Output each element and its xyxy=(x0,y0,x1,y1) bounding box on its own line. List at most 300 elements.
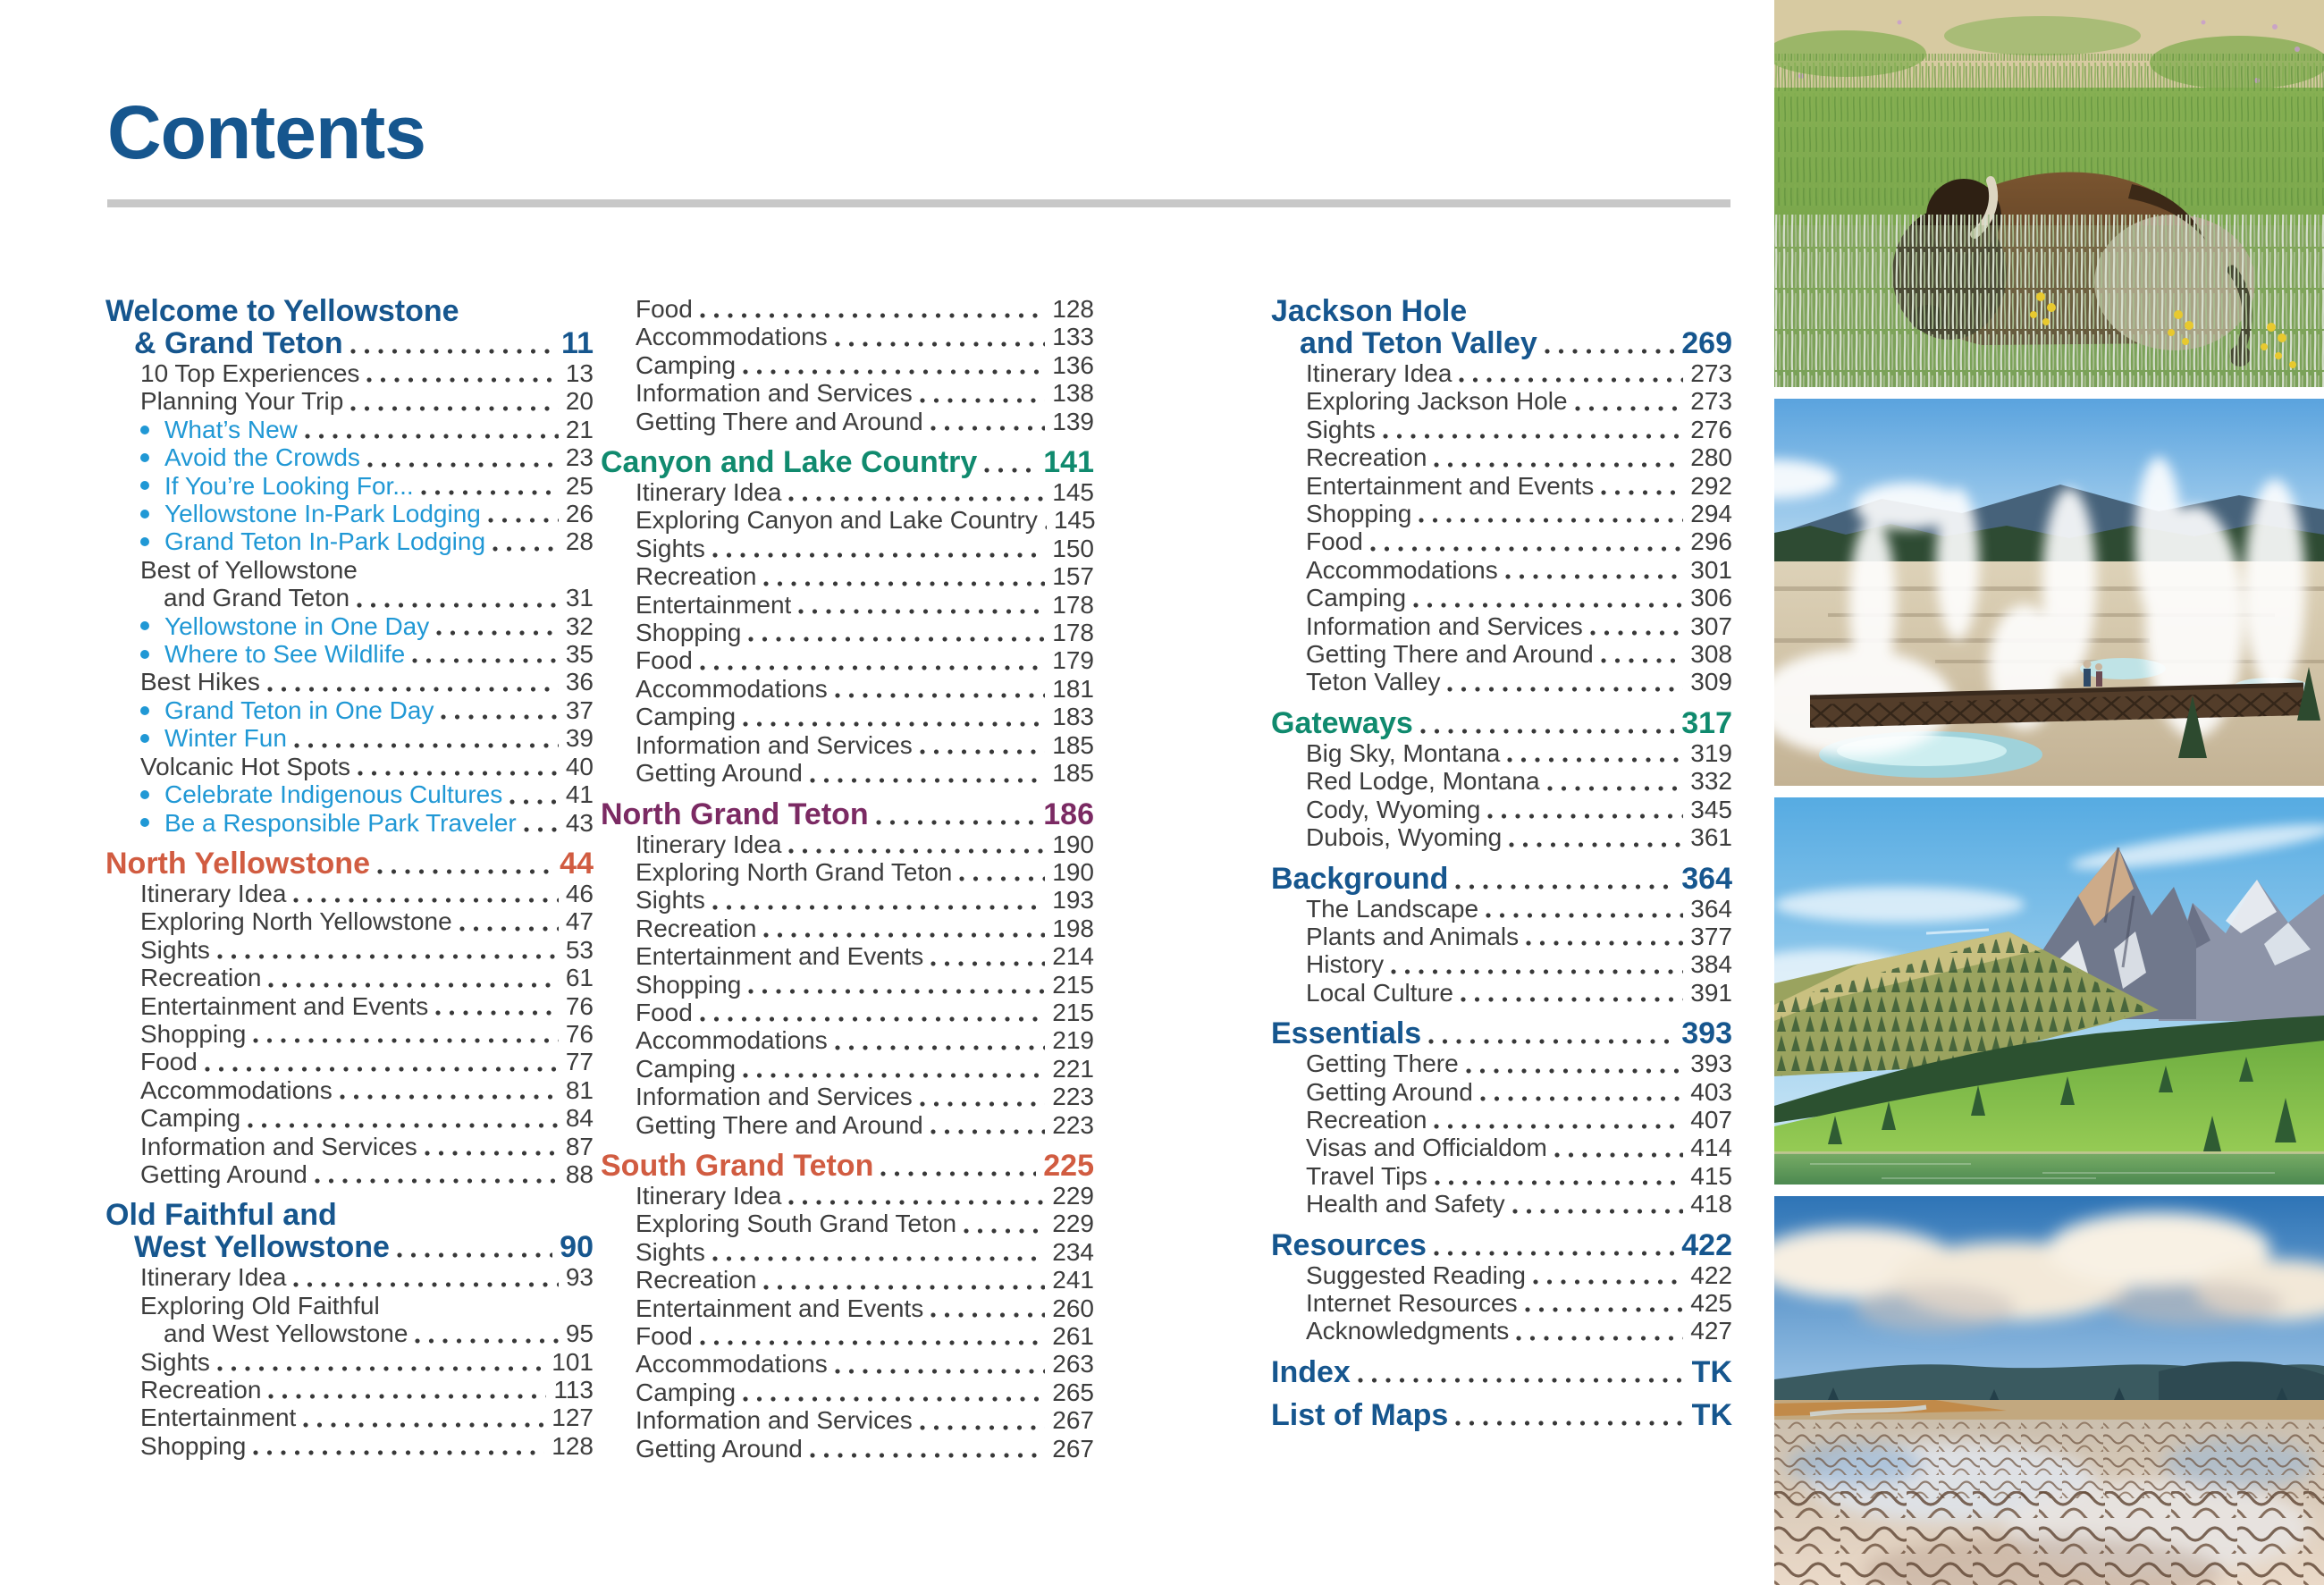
dot-leader xyxy=(481,500,566,527)
page-number: 185 xyxy=(1052,759,1094,788)
toc-entry-line xyxy=(105,556,594,584)
toc-entry-group xyxy=(1271,1261,1732,1345)
page-number: 76 xyxy=(565,1019,594,1048)
toc-entry-line xyxy=(601,675,1094,703)
entry-label: North Grand Teton xyxy=(601,797,869,831)
page-number: 301 xyxy=(1690,555,1732,584)
dot-leader xyxy=(1537,327,1681,359)
dot-leader xyxy=(693,1322,1052,1350)
toc-entry-line xyxy=(105,724,594,752)
dot-leader xyxy=(452,907,566,935)
page-number: 414 xyxy=(1690,1134,1732,1162)
entry-label: Itinerary Idea xyxy=(1306,359,1452,387)
entry-label: Canyon and Lake Country xyxy=(601,445,978,480)
dot-leader xyxy=(370,847,560,880)
entry-label: Entertainment and Events xyxy=(636,1294,924,1322)
dot-leader xyxy=(1518,1289,1691,1317)
page-number: 46 xyxy=(565,879,594,907)
bullet-icon xyxy=(140,510,149,518)
toc-entry-line xyxy=(601,971,1094,999)
page-number: 273 xyxy=(1690,387,1732,416)
entry-label: Sights xyxy=(636,534,705,562)
entry-label: Recreation xyxy=(636,914,757,942)
toc-entry-line xyxy=(601,478,1094,506)
dot-leader xyxy=(869,798,1044,830)
page-number: 393 xyxy=(1690,1050,1732,1078)
dot-leader xyxy=(693,295,1052,323)
entry-label: Recreation xyxy=(636,562,757,591)
entry-label: Food xyxy=(636,998,693,1026)
toc-entry-group xyxy=(105,880,594,1188)
page-number: 133 xyxy=(1052,323,1094,351)
toc-entry-line xyxy=(1271,823,1732,851)
toc-entry-line xyxy=(601,619,1094,646)
entry-label: Itinerary Idea xyxy=(636,830,782,858)
page-number: 391 xyxy=(1690,978,1732,1007)
toc-entry-line xyxy=(601,942,1094,970)
page-number: 190 xyxy=(1052,857,1094,886)
entry-label: Entertainment xyxy=(636,590,792,619)
entry-label: Accommodations xyxy=(636,1026,828,1055)
toc-entry-line xyxy=(601,731,1094,759)
entry-label: and West Yellowstone xyxy=(164,1319,408,1348)
dot-leader xyxy=(1519,923,1690,950)
entry-label: Yellowstone in One Day xyxy=(164,611,430,640)
page-number: 229 xyxy=(1052,1181,1094,1210)
toc-entry-line xyxy=(601,1055,1094,1083)
dot-leader xyxy=(1376,416,1690,443)
dot-leader xyxy=(913,731,1053,759)
page-number: 32 xyxy=(565,611,594,640)
toc-heading-line xyxy=(105,847,594,880)
toc-entry-line xyxy=(601,1350,1094,1378)
entry-label: Itinerary Idea xyxy=(140,1263,287,1292)
dot-leader xyxy=(1427,443,1690,471)
entry-label: Exploring South Grand Teton xyxy=(636,1210,957,1238)
page-number: 190 xyxy=(1052,830,1094,858)
toc-entry-line xyxy=(1271,796,1732,823)
dot-leader xyxy=(1498,556,1691,584)
toc-entry-group xyxy=(105,359,594,837)
dot-leader xyxy=(246,1432,552,1460)
toc-entry-line xyxy=(1271,527,1732,555)
toc-entry-line xyxy=(1271,979,1732,1007)
entry-label: If You’re Looking For... xyxy=(164,471,414,500)
toc-entry-line xyxy=(105,1432,594,1460)
page-number: 280 xyxy=(1690,443,1732,472)
toc-entry-line xyxy=(105,780,594,808)
toc-heading-line xyxy=(1271,1229,1732,1261)
entry-label: North Yellowstone xyxy=(105,846,370,881)
page-number: 309 xyxy=(1690,668,1732,696)
entry-label: Camping xyxy=(636,703,737,731)
toc-entry-line xyxy=(1271,668,1732,696)
dot-leader xyxy=(736,1055,1052,1083)
entry-label: What’s New xyxy=(164,415,298,443)
toc-entry-line xyxy=(601,295,1094,323)
dot-leader xyxy=(756,1266,1052,1294)
dot-leader xyxy=(781,1182,1052,1210)
entry-label: Accommodations xyxy=(1306,555,1498,584)
dot-leader xyxy=(1453,979,1690,1007)
dot-leader xyxy=(1526,1261,1690,1289)
entry-label: Volcanic Hot Spots xyxy=(140,752,351,780)
dot-leader xyxy=(1594,640,1691,668)
dot-leader xyxy=(803,759,1052,787)
entry-label: Shopping xyxy=(1306,500,1412,528)
toc-entry-group xyxy=(601,830,1094,1139)
entry-label: Gateways xyxy=(1271,705,1413,740)
toc-heading-line xyxy=(1271,327,1732,359)
page-number: 113 xyxy=(553,1376,594,1404)
page-number: 364 xyxy=(1681,861,1732,896)
page-number: 76 xyxy=(565,991,594,1020)
toc-entry-line xyxy=(105,1348,594,1376)
page-number: 183 xyxy=(1052,703,1094,731)
dot-leader xyxy=(1500,739,1690,767)
toc-entry-group xyxy=(1271,739,1732,852)
toc-entry-line xyxy=(1271,443,1732,471)
toc-entry-line xyxy=(1271,1106,1732,1134)
page-number: 138 xyxy=(1052,379,1094,408)
entry-label: Entertainment and Events xyxy=(1306,471,1595,500)
photo-bison xyxy=(1774,0,2324,387)
entry-label: Internet Resources xyxy=(1306,1288,1518,1317)
toc-entry-line xyxy=(105,500,594,527)
toc-entry-line xyxy=(105,584,594,611)
page-number: 223 xyxy=(1052,1083,1094,1111)
entry-label: Accommodations xyxy=(636,323,828,351)
dot-leader xyxy=(1351,1356,1692,1388)
page-number: 39 xyxy=(565,724,594,753)
photo-geyser-basin xyxy=(1774,399,2324,786)
entry-label: Local Culture xyxy=(1306,978,1453,1007)
page-number: 215 xyxy=(1052,970,1094,999)
dot-leader xyxy=(350,753,566,780)
page-number: 241 xyxy=(1052,1266,1094,1294)
entry-label: Camping xyxy=(636,1378,737,1406)
toc-entry-line xyxy=(1271,923,1732,950)
entry-label: Old Faithful and xyxy=(105,1198,337,1233)
dot-leader xyxy=(359,359,565,387)
page-number: 403 xyxy=(1690,1077,1732,1106)
title-divider-rule xyxy=(107,199,1730,207)
entry-label: Itinerary Idea xyxy=(636,1181,782,1210)
entry-label: Exploring Old Faithful xyxy=(140,1291,380,1319)
dot-leader xyxy=(1448,1399,1691,1431)
dot-leader xyxy=(260,668,566,696)
photo-teton-peaks xyxy=(1774,797,2324,1185)
page-number: 21 xyxy=(565,415,594,443)
dot-leader xyxy=(1363,527,1690,555)
dot-leader xyxy=(828,1350,1053,1378)
dot-leader xyxy=(923,1294,1052,1322)
toc-entry-line xyxy=(105,1020,594,1048)
toc-entry-line xyxy=(601,591,1094,619)
toc-entry-line xyxy=(601,408,1094,435)
entry-label: Recreation xyxy=(140,964,262,992)
toc-section-heading xyxy=(1271,1399,1732,1431)
bullet-icon xyxy=(140,790,149,799)
toc-entry-line xyxy=(1271,612,1732,640)
toc-entry-line xyxy=(601,1266,1094,1294)
toc-entry-line xyxy=(1271,640,1732,668)
toc-entry-line xyxy=(1271,387,1732,415)
dot-leader xyxy=(1594,472,1690,500)
entry-label: Entertainment xyxy=(140,1404,297,1432)
dot-leader xyxy=(1452,359,1690,387)
dot-leader xyxy=(956,1210,1052,1237)
page-number: 377 xyxy=(1690,922,1732,950)
dot-leader xyxy=(923,942,1052,970)
dot-leader xyxy=(1038,506,1054,534)
dot-leader xyxy=(240,1104,566,1132)
entry-label: Food xyxy=(140,1048,198,1076)
toc-entry-line xyxy=(601,1210,1094,1237)
entry-label: Camping xyxy=(636,1054,737,1083)
dot-leader xyxy=(417,1133,566,1160)
toc-entry-line xyxy=(105,964,594,991)
dot-leader xyxy=(1411,500,1690,527)
page-number: 90 xyxy=(560,1230,594,1265)
entry-label: and Grand Teton xyxy=(164,584,350,612)
entry-label: Recreation xyxy=(1306,1105,1427,1134)
dot-leader xyxy=(298,416,566,443)
dot-leader xyxy=(1427,1162,1690,1190)
toc-heading-line xyxy=(601,798,1094,830)
toc-entry-line xyxy=(601,915,1094,942)
entry-label: Getting Around xyxy=(1306,1077,1473,1106)
page-number: 41 xyxy=(565,780,594,809)
bullet-icon xyxy=(140,734,149,743)
page-number: 40 xyxy=(565,752,594,780)
page-number: 11 xyxy=(561,326,594,360)
toc-entry-line xyxy=(1271,556,1732,584)
dot-leader xyxy=(296,1404,552,1431)
toc-entry-group xyxy=(1271,895,1732,1007)
entry-label: Accommodations xyxy=(140,1075,333,1104)
toc-entry-line xyxy=(105,1160,594,1188)
toc-entry-line xyxy=(105,527,594,555)
toc-entry-line xyxy=(601,759,1094,787)
entry-label: Getting There and Around xyxy=(1306,640,1594,669)
toc-entry-line xyxy=(105,472,594,500)
toc-heading-line xyxy=(1271,1399,1732,1431)
dot-leader xyxy=(705,1238,1052,1266)
page-number: 296 xyxy=(1690,527,1732,556)
dot-leader xyxy=(736,1378,1052,1406)
page-number: 47 xyxy=(565,907,594,936)
page-number: 273 xyxy=(1690,359,1732,387)
page-number: 193 xyxy=(1052,886,1094,915)
toc-entry-line xyxy=(601,830,1094,858)
dot-leader xyxy=(828,1026,1053,1054)
toc-entry-line xyxy=(1271,1261,1732,1289)
toc-section-heading xyxy=(105,295,594,359)
dot-leader xyxy=(246,1020,566,1048)
dot-leader xyxy=(286,1263,565,1291)
page-number: 128 xyxy=(1052,295,1094,323)
toc-entry-line xyxy=(1271,1078,1732,1106)
page-number: 26 xyxy=(565,500,594,528)
toc-entry-group xyxy=(601,295,1094,435)
dot-leader xyxy=(1478,895,1690,923)
entry-label: Celebrate Indigenous Cultures xyxy=(164,780,503,809)
entry-label: Best of Yellowstone xyxy=(140,555,358,584)
entry-label: Camping xyxy=(140,1104,241,1133)
entry-label: Getting There xyxy=(1306,1050,1459,1078)
toc-entry-line xyxy=(601,1111,1094,1139)
toc-entry-line xyxy=(105,416,594,443)
entry-label: Health and Safety xyxy=(1306,1190,1505,1218)
toc-heading-line xyxy=(105,327,594,359)
entry-label: Big Sky, Montana xyxy=(1306,738,1501,767)
page-number: 361 xyxy=(1690,823,1732,852)
entry-label: West Yellowstone xyxy=(134,1230,390,1265)
page-number: 178 xyxy=(1052,590,1094,619)
toc-heading-line xyxy=(1271,863,1732,895)
entry-label: Essentials xyxy=(1271,1016,1422,1051)
page-number: 221 xyxy=(1052,1054,1094,1083)
page-number: 136 xyxy=(1052,350,1094,379)
dot-leader xyxy=(923,1111,1053,1139)
dot-leader xyxy=(952,858,1052,886)
page-number: 269 xyxy=(1681,326,1732,360)
dot-leader xyxy=(1473,1078,1690,1106)
page-title: Contents xyxy=(107,90,425,174)
dot-leader xyxy=(736,351,1052,379)
entry-label: 10 Top Experiences xyxy=(140,359,360,387)
page-number: 263 xyxy=(1052,1350,1094,1378)
page-number: 345 xyxy=(1690,795,1732,823)
page-number: 35 xyxy=(565,640,594,669)
dot-leader xyxy=(307,1160,566,1188)
toc-heading-line xyxy=(1271,1356,1732,1388)
dot-leader xyxy=(1413,707,1682,739)
dot-leader xyxy=(1448,863,1681,895)
dot-leader xyxy=(913,1083,1053,1110)
toc-entry-line xyxy=(1271,416,1732,443)
toc-entry-line xyxy=(601,1378,1094,1406)
dot-leader xyxy=(923,408,1053,435)
toc-entry-line xyxy=(601,562,1094,590)
page-number: 28 xyxy=(565,527,594,556)
entry-label: Sights xyxy=(140,935,210,964)
toc-entry-line xyxy=(601,1294,1094,1322)
page-number: 25 xyxy=(565,471,594,500)
dot-leader xyxy=(261,964,565,991)
toc-entry-line xyxy=(1271,1190,1732,1218)
toc-entry-line xyxy=(601,1083,1094,1110)
page-number: 384 xyxy=(1690,950,1732,979)
dot-leader xyxy=(1509,1317,1690,1345)
entry-label: Jackson Hole xyxy=(1271,294,1468,328)
dot-leader xyxy=(913,379,1053,407)
page-number: 139 xyxy=(1052,407,1094,435)
toc-section-heading xyxy=(105,1199,594,1263)
entry-label: Information and Services xyxy=(636,730,913,759)
page-number: 53 xyxy=(565,935,594,964)
entry-label: Food xyxy=(1306,527,1363,556)
entry-label: Recreation xyxy=(140,1376,262,1404)
toc-entry-line xyxy=(1271,1050,1732,1077)
entry-label: Entertainment and Events xyxy=(636,942,924,971)
dot-leader xyxy=(434,696,565,724)
entry-label: Food xyxy=(636,1322,693,1350)
page-number: 223 xyxy=(1052,1110,1094,1139)
toc-section-heading xyxy=(601,1150,1094,1182)
entry-label: Plants and Animals xyxy=(1306,922,1520,950)
page-number: 157 xyxy=(1052,562,1094,591)
page-number: 44 xyxy=(560,846,594,881)
toc-entry-line xyxy=(105,992,594,1020)
dot-leader xyxy=(429,612,566,640)
toc-entry-line xyxy=(105,612,594,640)
bullet-icon xyxy=(140,706,149,715)
entry-label: Getting There and Around xyxy=(636,407,923,435)
toc-entry-line xyxy=(105,753,594,780)
page-number: 198 xyxy=(1052,914,1094,942)
dot-leader xyxy=(517,809,566,837)
toc-entry-line xyxy=(1271,739,1732,767)
dot-leader xyxy=(333,1076,566,1104)
page-number: 261 xyxy=(1052,1322,1094,1350)
page-number: 13 xyxy=(565,359,594,387)
dot-leader xyxy=(261,1376,553,1404)
toc-entry-line xyxy=(105,907,594,935)
entry-label: Information and Services xyxy=(636,1406,913,1435)
page-number: 101 xyxy=(552,1347,594,1376)
page-number: 150 xyxy=(1052,534,1094,562)
entry-label: Sights xyxy=(140,1347,210,1376)
entry-label: Shopping xyxy=(140,1019,247,1048)
toc-entry-group xyxy=(601,478,1094,787)
page-number: 84 xyxy=(565,1104,594,1133)
toc-column-3 xyxy=(1271,295,1732,1431)
page-number: TK xyxy=(1691,1354,1732,1389)
dot-leader xyxy=(977,446,1043,478)
entry-label: Itinerary Idea xyxy=(140,879,287,907)
toc-entry-line xyxy=(601,1435,1094,1463)
page-number: 81 xyxy=(565,1075,594,1104)
entry-label: Acknowledgments xyxy=(1306,1317,1510,1345)
entry-label: Avoid the Crowds xyxy=(164,443,360,472)
toc-section-heading xyxy=(1271,707,1732,739)
entry-label: Welcome to Yellowstone xyxy=(105,294,459,328)
dot-leader xyxy=(408,1319,565,1347)
toc-entry-line xyxy=(601,1182,1094,1210)
page-number: 276 xyxy=(1690,415,1732,443)
page-number: 225 xyxy=(1043,1148,1094,1183)
toc-entry-line xyxy=(1271,359,1732,387)
page-number: 77 xyxy=(565,1048,594,1076)
entry-label: Exploring North Grand Teton xyxy=(636,857,953,886)
page-number: 95 xyxy=(565,1319,594,1348)
page-number: 37 xyxy=(565,696,594,724)
entry-label: Getting Around xyxy=(636,1434,803,1463)
toc-entry-line xyxy=(105,443,594,471)
toc-section-heading xyxy=(1271,1017,1732,1050)
dot-leader xyxy=(198,1048,566,1075)
toc-entry-line xyxy=(1271,1162,1732,1190)
page-number: 425 xyxy=(1690,1288,1732,1317)
page-number: 178 xyxy=(1052,619,1094,647)
entry-label: Exploring North Yellowstone xyxy=(140,907,452,936)
bullet-icon xyxy=(140,426,149,434)
entry-label: Index xyxy=(1271,1354,1351,1389)
dot-leader xyxy=(781,830,1052,858)
dot-leader xyxy=(390,1231,560,1263)
